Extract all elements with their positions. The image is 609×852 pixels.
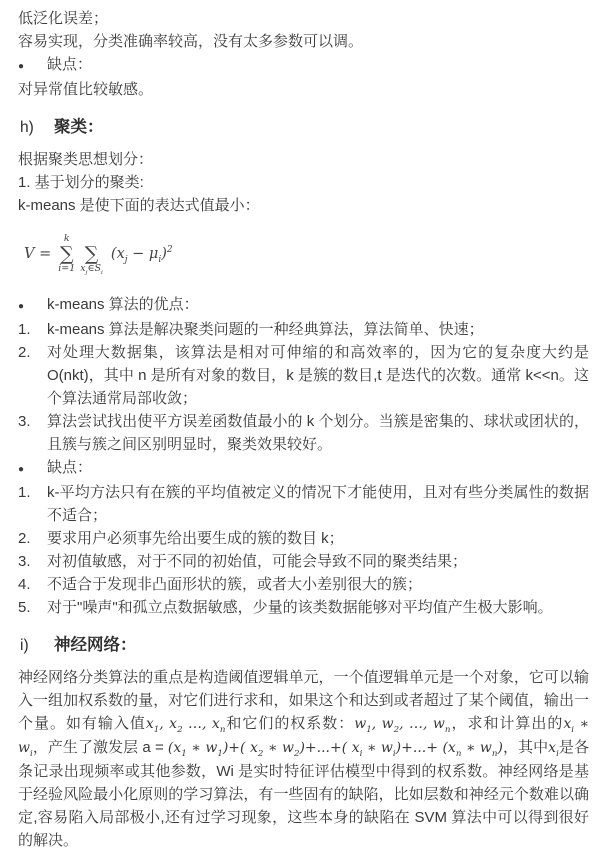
paragraph-text-run: 神经网络分类算法的重点是构造阈值逻辑单元，一个值逻辑单元是一个对象，它可以输入一组加权系数的量，对它们进行求和，如果这个和达到或者超过了某个阈值，输出一个量。如有输入值 [18, 669, 589, 732]
inline-math-run: ($x_1$ ∗ $w_1)+$( $x_2$ ∗ $w_2)+...+$( $x_i$ ∗ $w_i)+...+ (x_n$ ∗ $w_n$) [167, 740, 503, 759]
list-item [18, 341, 589, 410]
list-number: 1. [18, 484, 31, 501]
sum-upper-limit: k [63, 233, 70, 244]
sum-operator [80, 234, 103, 274]
section-heading-clustering [20, 116, 589, 139]
kmeans-objective-formula [24, 230, 589, 278]
paragraph-text-run: 是各条记录出现频率或其他参数，Wi 是实时特征评估模型中得到的权系数。神经网络是基于经验风险最小化原则的学习算法，有一些固有的缺陷，比如层数和神经元个数难以确定,容易陷入局部极小,还有过学习现象，这些本身的缺陷在 SVM 算法中可以得到很好的解决。 [18, 739, 589, 849]
formula-expression: $(x_j - \mu_i)^2$ [110, 245, 173, 265]
bullet-icon: ● [18, 301, 25, 312]
pros-header [18, 293, 589, 318]
sigma-icon: ∑ [59, 243, 74, 265]
inline-math-run: $w_1$, $w_2$, …, $w_n$ [354, 716, 451, 735]
list-item [18, 596, 589, 619]
list-number: 4. [18, 576, 31, 593]
list-number: 5. [18, 599, 31, 616]
inline-math-run: $x_i$ ∗ $w_i$ [18, 716, 589, 759]
intro-line: 对异常值比较敏感。 [18, 81, 154, 98]
cons-header [18, 456, 589, 481]
document-page [18, 7, 589, 852]
inline-math-run: $x_i$ [548, 740, 559, 759]
list-number: 2. [18, 530, 31, 547]
bullet-icon: ● [18, 464, 25, 475]
lead-line: k-means 是使下面的表达式值最小： [18, 197, 260, 214]
list-item-text: k-平均方法只有在簇的平均值被定义的情况下才能使用，且对有些分类属性的数据不适合； [47, 484, 589, 524]
neural-network-paragraph [18, 666, 589, 852]
paragraph-text-run: ，产生了激发层 a = [32, 739, 168, 756]
list-item-text: 要求用户必须事先给出要生成的簇的数目 k； [47, 530, 344, 547]
sum-lower-limit: i=1 [58, 263, 76, 274]
formula-lhs: V = [24, 246, 52, 262]
list-item-text: 算法尝试找出使平方误差函数值最小的 k 个划分。当簇是密集的、球状或团状的，且簇与簇之间区别明显时，聚类效果较好。 [47, 413, 589, 453]
intro-cons-bullet [18, 53, 589, 78]
list-item [18, 527, 589, 550]
heading-title: 神经网络： [54, 636, 137, 654]
lead-line: 根据聚类思想划分： [18, 151, 154, 168]
pros-header-label: k-means 算法的优点： [47, 296, 199, 313]
sum-operator [58, 234, 75, 274]
heading-label: i) [20, 637, 29, 654]
list-item [18, 318, 589, 341]
intro-cons-label: 缺点： [47, 56, 93, 73]
section-heading-neural-network [20, 634, 589, 657]
cons-header-label: 缺点： [47, 459, 93, 476]
list-item-text: k-means 算法是解决聚类问题的一种经典算法，算法简单、快速； [47, 321, 484, 338]
heading-label: h) [20, 119, 34, 136]
intro-line: 容易实现，分类准确率较高，没有太多参数可以调。 [18, 33, 364, 50]
list-number: 2. [18, 344, 31, 361]
paragraph-text-run: ，其中 [502, 739, 549, 756]
paragraph-text-run: ，求和计算出的 [450, 715, 564, 732]
list-number: 3. [18, 413, 31, 430]
list-item [18, 481, 589, 527]
list-number: 1. [18, 321, 31, 338]
list-item-text: 对处理大数据集，该算法是相对可伸缩的和高效率的，因为它的复杂度大约是 O(nkt)，其中 n 是所有对象的数目，k 是簇的数目,t 是迭代的次数。通常 k<<n。这个算法通常局部收敛； [47, 344, 589, 407]
inline-math-run: $x_1$, $x_2$ …, $x_n$ [145, 716, 226, 735]
intro-line: 低泛化误差； [18, 10, 109, 27]
list-item [18, 410, 589, 456]
list-item-text: 对于"噪声"和孤立点数据敏感，少量的该类数据能够对平均值产生极大影响。 [47, 599, 553, 616]
list-item [18, 550, 589, 573]
list-item [18, 573, 589, 596]
paragraph-text-run: 和它们的权系数： [225, 715, 355, 732]
sum-lower-limit: $x_j\in S_i$ [80, 263, 103, 276]
sigma-icon: ∑ [84, 243, 99, 265]
heading-title: 聚类： [54, 118, 104, 136]
list-item-text: 不适合于发现非凸面形状的簇，或者大小差别很大的簇； [47, 576, 423, 593]
list-item-text: 对初值敏感，对于不同的初始值，可能会导致不同的聚类结果； [47, 553, 468, 570]
lead-line: 1. 基于划分的聚类: [18, 174, 144, 191]
list-number: 3. [18, 553, 31, 570]
bullet-icon: ● [18, 61, 25, 72]
